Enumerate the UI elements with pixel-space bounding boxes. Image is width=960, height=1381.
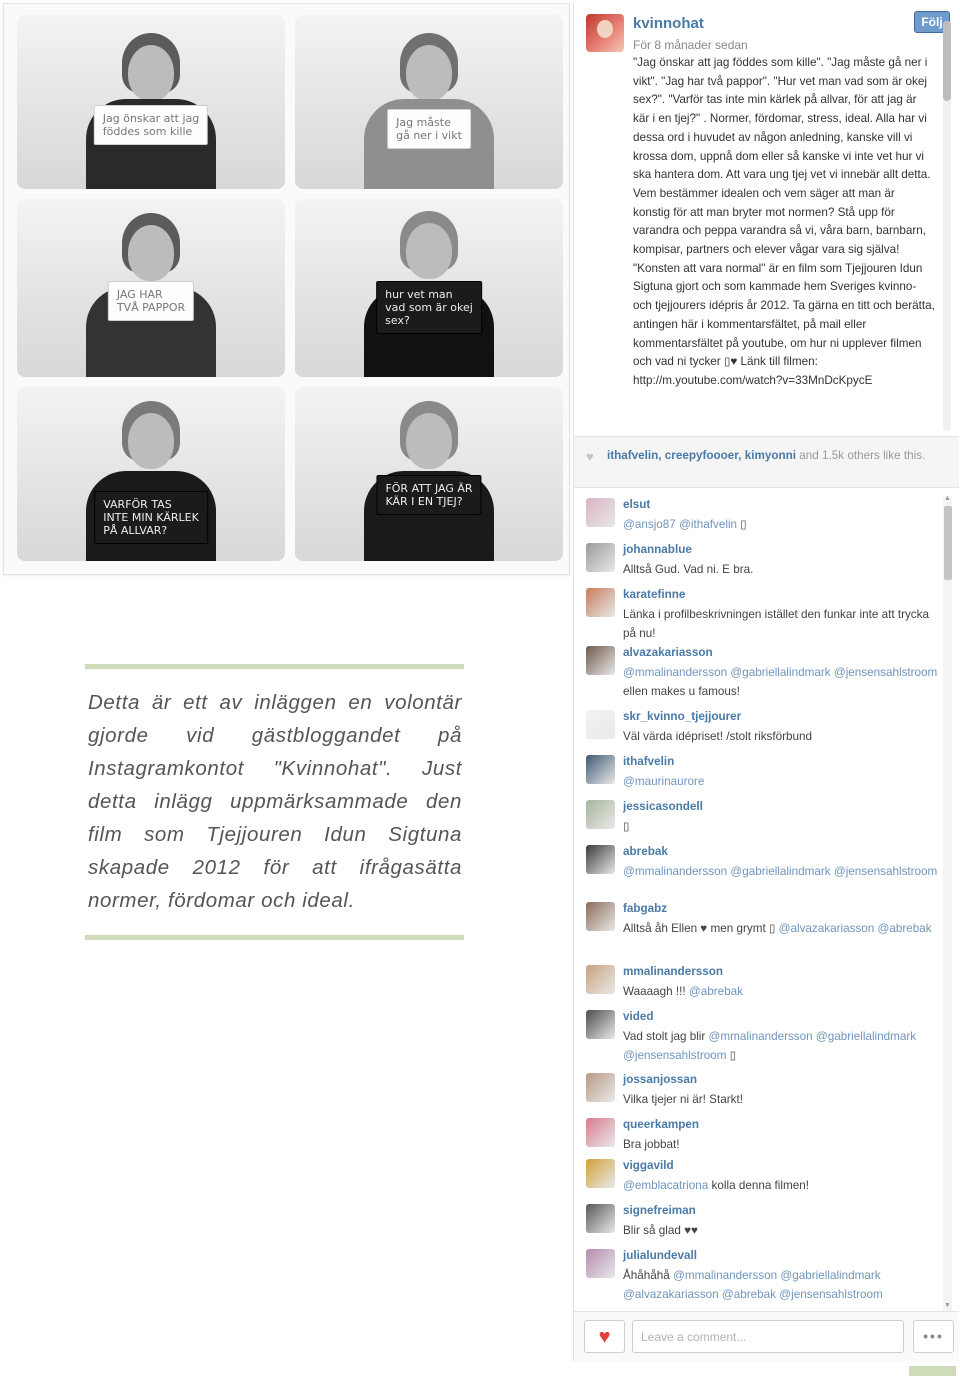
commenter-username[interactable]: julialundevall <box>623 1249 698 1262</box>
commenter-username[interactable]: alvazakariasson <box>623 646 713 659</box>
more-options-button[interactable]: ••• <box>913 1320 954 1353</box>
mention-link[interactable]: @emblacatriona <box>623 1179 709 1192</box>
commenter-username[interactable]: elsut <box>623 498 651 511</box>
commenter-username[interactable]: abrebak <box>623 845 668 858</box>
comment-text: Åhåhåhå @mmalinandersson @gabriellalindmark @alvazakariasson @abrebak @jensensahlstroom <box>623 1269 883 1301</box>
comment-text: Alltså Gud. Vad ni. E bra. <box>623 563 754 576</box>
photo-2 <box>295 15 563 189</box>
commenter-username[interactable]: signefreiman <box>623 1204 696 1217</box>
commenter-avatar[interactable] <box>586 1118 615 1147</box>
commenter-username[interactable]: mmalinandersson <box>623 965 724 978</box>
caption-text: Detta är ett av inläggen en volontär gjorde vid gästbloggandet på Instagramkontot "Kvinnohat". Just detta inlägg uppmärksammade den film som Tjejjouren Idun Sigtuna skapade 2012 för att ifrågasätta normer, fördomar och ideal. <box>88 691 462 912</box>
author-avatar[interactable] <box>586 14 624 52</box>
mention-link[interactable]: @alvazakariasson <box>778 922 875 935</box>
commenter-avatar[interactable] <box>586 800 615 829</box>
commenter-avatar[interactable] <box>586 902 615 931</box>
comment-text: Waaaagh !!! @abrebak <box>623 985 743 998</box>
instagram-post-panel <box>573 3 958 1361</box>
likers-rest: and 1.5k others like this. <box>799 449 926 462</box>
photo-3 <box>17 199 285 377</box>
commenter-avatar[interactable] <box>586 710 615 739</box>
mention-link[interactable]: @ansjo87 <box>623 518 676 531</box>
photo-5-sign: VARFÖR TAS INTE MIN KÄRLEK PÅ ALLVAR? <box>94 491 208 544</box>
mention-link[interactable]: @abrebak <box>688 985 743 998</box>
photo-6 <box>295 387 563 561</box>
commenter-username[interactable]: karatefinne <box>623 588 686 601</box>
commenter-avatar[interactable] <box>586 1249 615 1278</box>
commenter-username[interactable]: fabgabz <box>623 902 668 915</box>
mention-link[interactable]: @mmalinandersson <box>623 865 728 878</box>
mention-link[interactable]: @jensensahlstroom <box>833 666 938 679</box>
photo-3-sign: JAG HAR TVÅ PAPPOR <box>108 281 194 321</box>
mention-link[interactable]: @abrebak <box>721 1287 777 1301</box>
commenter-username[interactable]: viggavild <box>623 1159 674 1172</box>
comment-text: ▯ <box>623 820 630 833</box>
mention-link[interactable]: @jensensahlstroom <box>623 1048 727 1062</box>
photo-6-sign: FÖR ATT JAG ÄR KÄR I EN TJEJ? <box>376 475 481 515</box>
commenter-avatar[interactable] <box>586 1204 615 1233</box>
comment-text: Väl värda idépriset! /stolt riksförbund <box>623 730 813 743</box>
commenter-username[interactable]: ithafvelin <box>623 755 675 768</box>
caption-bottom-rule <box>85 935 464 940</box>
author-link[interactable]: kvinnohat <box>633 15 704 32</box>
likers-links[interactable]: ithafvelin, creepyfoooer, kimyonni <box>607 449 796 462</box>
scroll-down-arrow-icon[interactable]: ▼ <box>944 1302 951 1309</box>
comment-text: Länka i profilbeskrivningen istället den funkar inte att trycka på nu! <box>623 608 929 640</box>
comment-text: Vad stolt jag blir @mmalinandersson @gabriellalindmark @jensensahlstroom ▯ <box>623 1030 917 1062</box>
comment-text <box>623 863 941 882</box>
comment-text: @ansjo87 @ithafvelin ▯ <box>623 518 747 531</box>
photo-4-sign: hur vet man vad som är okej sex? <box>376 281 482 334</box>
comments-scrollbar-thumb[interactable] <box>944 506 952 580</box>
mention-link[interactable]: @gabriellalindmark <box>730 865 831 878</box>
mention-link[interactable]: @mmalinandersson <box>673 1269 778 1282</box>
mention-link[interactable]: @ithafvelin <box>679 518 738 531</box>
commenter-avatar[interactable] <box>586 588 615 617</box>
photo-grid <box>3 3 570 575</box>
mention-link[interactable]: @jensensahlstroom <box>779 1287 883 1301</box>
commenter-avatar[interactable] <box>586 755 615 784</box>
commenter-avatar[interactable] <box>586 498 615 527</box>
commenter-avatar[interactable] <box>586 646 615 675</box>
heart-icon: ♥ <box>598 1326 611 1348</box>
post-description: "Jag önskar att jag föddes som kille". "Jag måste gå ner i vikt". "Jag har två pappor". "Hur vet man vad som är okej sex?". "Varför tas inte min kärlek på allvar, för att jag är kär i en tjej?" . Normer, fördomar, stress, ideal. Alla har vi dessa ord i huvudet av någon anledning, kanske vill vi krossa dom, uppnå dom eller så kanske vi inte vet hur vi ska hantera dom. Att vara ung tjej vet vi innebär allt detta. Vem bestämmer idealen och vem säger att man är konstig för att man bryter mot normen? Stå upp för varandra och peppa varandra så vi, våra barn, barnbarn, kompisar, partners och elever vågar vara sig själva! "Konsten att vara normal" är en film som Tjejjouren Idun Sigtuna gjort och som kammade hem Sveriges kvinno- och tjejjourers idépris år 2012. Ta gärna en titt och berätta, antingen här i kommentarsfältet, på mail eller kommentarsfältet på youtube, om hur ni upplever filmen och vad ni tycker ▯♥ Länk till filmen: http://m.youtube.com/watch?v=33MnDcKpycE <box>633 56 935 387</box>
mention-link[interactable]: @maurinaurore <box>623 775 705 788</box>
comment-footer <box>574 1311 959 1361</box>
like-button[interactable] <box>584 1320 625 1353</box>
comment-list <box>574 490 959 1310</box>
photo-2-sign: Jag måste gå ner i vikt <box>387 109 471 149</box>
commenter-username[interactable]: johannablue <box>623 543 692 556</box>
commenter-avatar[interactable] <box>586 1073 615 1102</box>
commenter-username[interactable]: jossanjossan <box>623 1073 698 1086</box>
comment-text: Vilka tjejer ni är! Starkt! <box>623 1093 743 1106</box>
mention-link[interactable]: @mmalinandersson <box>708 1030 813 1043</box>
mention-link[interactable]: @alvazakariasson <box>623 1287 719 1301</box>
commenter-username[interactable]: vided <box>623 1010 654 1023</box>
commenter-avatar[interactable] <box>586 965 615 994</box>
photo-4 <box>295 199 563 377</box>
photo-1-sign: Jag önskar att jag föddes som kille <box>94 105 208 145</box>
caption-top-rule <box>85 664 464 669</box>
comments-scrollbar-track[interactable] <box>943 496 952 1311</box>
photo-1 <box>17 15 285 189</box>
mention-link[interactable]: @mmalinandersson <box>623 666 728 679</box>
comment-text: Bra jobbat! <box>623 1138 680 1151</box>
commenter-avatar[interactable] <box>586 845 615 874</box>
heart-outline-icon: ♥ <box>586 449 594 464</box>
mention-link[interactable]: @gabriellalindmark <box>815 1030 917 1043</box>
mention-link[interactable]: @gabriellalindmark <box>730 666 831 679</box>
comment-text <box>623 773 941 792</box>
scroll-up-arrow-icon[interactable]: ▲ <box>944 495 951 502</box>
comment-text: Alltså åh Ellen ♥ men grymt ▯ @alvazakariasson @abrebak <box>623 922 932 935</box>
mention-link[interactable]: @jensensahlstroom <box>833 865 938 878</box>
comment-input[interactable] <box>632 1320 904 1353</box>
commenter-avatar[interactable] <box>586 543 615 572</box>
mention-link[interactable]: @gabriellalindmark <box>780 1269 881 1282</box>
comment-text: Blir så glad ♥♥ <box>623 1224 698 1237</box>
commenter-username[interactable]: jessicasondell <box>623 800 703 813</box>
commenter-username[interactable]: skr_kvinno_tjejjourer <box>623 710 742 723</box>
decorative-green-bar <box>909 1366 956 1376</box>
mention-link[interactable]: @abrebak <box>877 922 932 935</box>
comment-text: @emblacatriona kolla denna filmen! <box>623 1179 809 1192</box>
commenter-avatar[interactable] <box>586 1010 615 1039</box>
photo-5 <box>17 387 285 561</box>
comment-text: @mmalinandersson @gabriellalindmark @jensensahlstroom ellen makes u famous! <box>623 666 938 698</box>
commenter-avatar[interactable] <box>586 1159 615 1188</box>
commenter-username[interactable]: queerkampen <box>623 1118 699 1131</box>
post-scrollbar-thumb[interactable] <box>943 21 951 101</box>
likes-bar <box>574 436 959 488</box>
likes-summary <box>607 448 932 463</box>
post-time: För 8 månader sedan <box>633 38 748 52</box>
follow-button[interactable]: Följ <box>914 11 950 33</box>
